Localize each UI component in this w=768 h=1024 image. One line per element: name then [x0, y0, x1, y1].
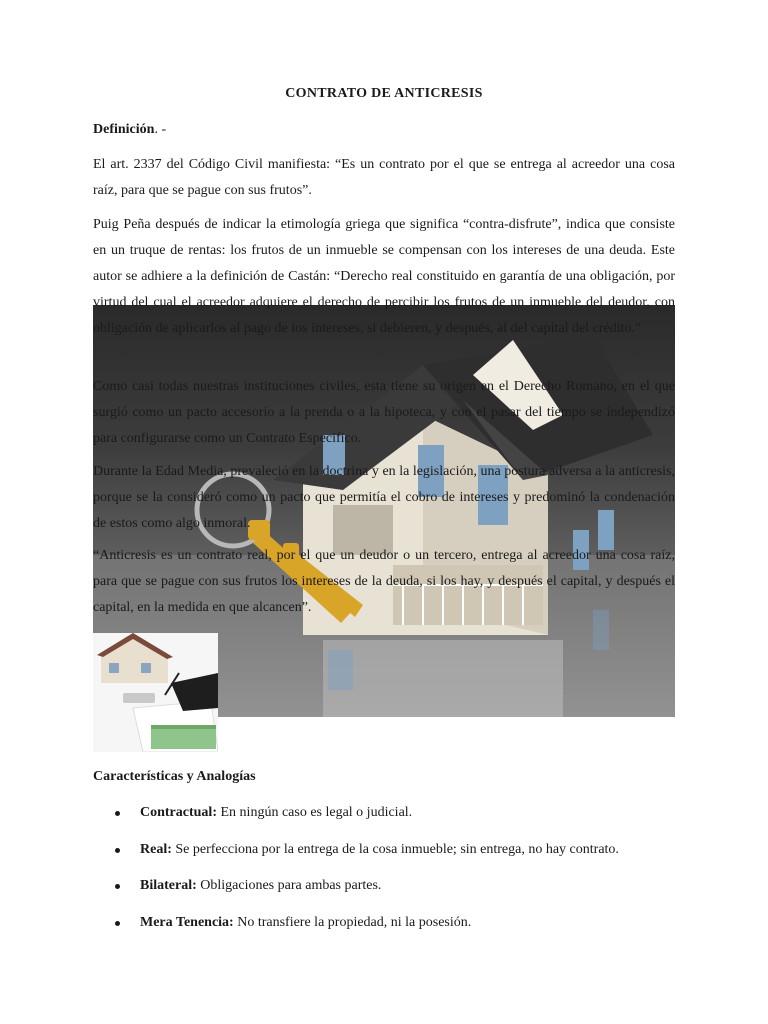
- paragraph-definicion-codigo: El art. 2337 del Código Civil manifiesta: “Es un contrato por el que se entrega al acreedor una cosa raíz, para que se pague con sus frutos”.: [93, 157, 675, 198]
- definicion-label: Definición: [93, 122, 155, 137]
- list-item-term: Bilateral:: [140, 878, 197, 893]
- list-item-description: No transfiere la propiedad, ni la posesión.: [233, 914, 472, 930]
- contract-signing-photo: [93, 633, 218, 752]
- list-item-description: Se perfecciona por la entrega de la cosa inmueble; sin entrega, no hay contrato.: [171, 841, 619, 857]
- list-item: [93, 873, 693, 910]
- list-item-text: [140, 873, 381, 899]
- list-item-term: Mera Tenencia:: [140, 914, 234, 930]
- paragraph-anticresis-definicion: “Anticresis es un contrato real, por el que un deudor o un tercero, entrega al acreedor una cosa raíz, para que se pague con sus frutos los intereses de la deuda, si los hay, y después el capital, y después el capital, en la medida en que alcancen”.: [93, 548, 675, 615]
- bullet-icon: [115, 921, 120, 926]
- list-item: [93, 800, 693, 837]
- definicion-suffix: . -: [154, 122, 167, 137]
- caracteristicas-heading: Características y Analogías: [93, 769, 256, 784]
- definicion-heading: [93, 122, 166, 138]
- list-item-text: [140, 800, 412, 826]
- paragraph-puig-pena: Puig Peña después de indicar la etimología griega que significa “contra-disfrute”, indica que consiste en un truque de rentas: los frutos de un inmueble se compensan con los intereses de una deuda. Este autor se adhiere a la definición de Castán: “Derecho real constituido en garantía de una obligación, por virtud del cual el acreedor adquiere el derecho de percibir los frutos de un inmueble del deudor, con obligación de aplicarlos al pago de los intereses, si debieren, y después, al del capital del crédito.”: [93, 217, 675, 336]
- list-item-term: Real:: [140, 841, 172, 857]
- paragraph-origen-romano: Como casi todas nuestras instituciones civiles, esta tiene su origen en el Derecho Romano, en el que surgió como un pacto accesorio a la prenda o a la hipoteca, y con el pasar del tiempo se independizó para configurarse como un Contrato Especifico.: [93, 379, 675, 446]
- list-item-text: [140, 910, 471, 936]
- list-item-description: Obligaciones para ambas partes.: [196, 878, 382, 893]
- document-title: CONTRATO DE ANTICRESIS: [285, 86, 483, 101]
- list-item: [93, 910, 693, 947]
- bullet-icon: [115, 811, 120, 816]
- bullet-icon: [115, 884, 120, 889]
- caracteristicas-list: [93, 800, 693, 946]
- list-item-text: [140, 837, 619, 863]
- list-item-description: En ningún caso es legal o judicial.: [217, 805, 413, 820]
- list-item: [93, 837, 693, 874]
- bullet-icon: [115, 848, 120, 853]
- paragraph-edad-media: Durante la Edad Media, prevaleció en la doctrina y en la legislación, una postura adversa a la anticresis, porque se la consideró como un pacto que permitía el cobro de intereses y predominó la condenación de estos como algo inmoral.: [93, 464, 675, 531]
- list-item-term: Contractual:: [140, 805, 217, 820]
